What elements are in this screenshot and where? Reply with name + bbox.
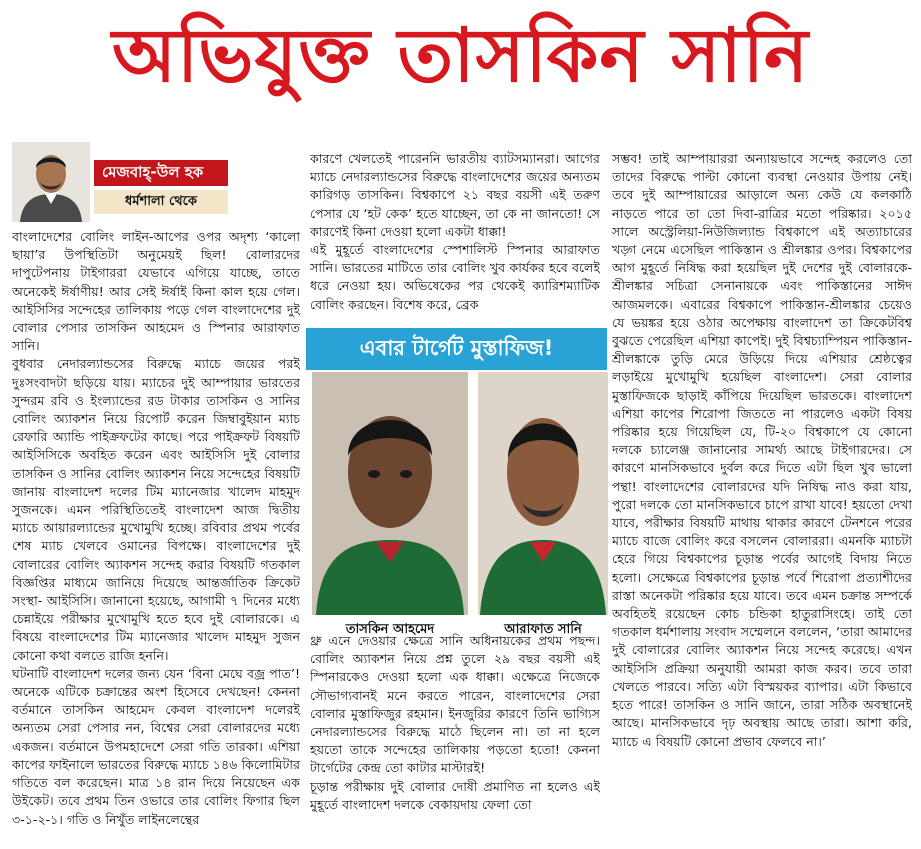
headline: অভিযুক্ত তাসকিন সানি — [111, 12, 810, 99]
paragraph: থ্রু এনে দেওয়ার ক্ষেত্রে সানি অধিনায়কের প্রথম পছন্দ। বোলিং অ্যাকশন নিয়ে প্রশ্ন তুলে ২৯ বছর বয়সী এই স্পিনারকেও দেওয়া হলো এক ধাক্কা। এক্ষেত্রে নিজেকে সৌভাগ্যবানই মনে করতে পারেন, বাংলাদেশের সেরা বোলার মুস্তাফিজুর রহমান। ইনজুরির কারণে তিনি ভাগ্যিস নেদারল্যান্ডসের বিরুদ্ধে মাঠে ছিলেন না। তা না হলে হয়তো তাকে সন্দেহের তালিকায় পড়তো হতো! কেননা টার্গেটের কেন্দ্র তো কাটার মাস্টারই! — [310, 633, 600, 776]
byline — [12, 142, 300, 224]
player-photo-taskin — [312, 372, 468, 615]
article-column-2-bottom — [310, 632, 600, 840]
article-column-2-top — [310, 150, 600, 326]
paragraph: বুধবার নেদারল্যান্ডসের বিরুদ্ধে ম্যাচে জয়ের পরই দুঃসংবাদটা ছড়িয়ে যায়। ম্যাচের দুই আম্পায়ার ভারতের সুন্দরম রবি ও ইংল্যান্ডের রড টাকার তাসকিন ও সানির বোলিং অ্যাকশন নিয়ে রিপোর্ট করেন জিম্বাবুইয়ান ম্যাচ রেফারি অ্যান্ডি পাইক্রফটের কাছে। পরে পাইক্রফট বিষয়টি আইসিসিকে অবহিত করেন এবং আইসিসি দুই বোলার তাসকিন ও সানির বোলিং অ্যাকশন নিয়ে সন্দেহের বিষয়টি জানায় বাংলাদেশ দলের টিম ম্যানেজার খালেদ মাহমুদ সুজনকে। এমন পরিস্থিতিতেই বাংলাদেশ আজ দ্বিতীয় ম্যাচে আয়ারল্যান্ডের মুখোমুখি হচ্ছে। রবিবার প্রথম পর্বের শেষ ম্যাচ খেলবে ওমানের বিপক্ষে। বাংলাদেশের দুই বোলারের বোলিং অ্যাকশন সন্দেহ করার বিষয়টি গতকাল বিজ্ঞপ্তির মাধ্যমে জানিয়ে দিয়েছে আন্তর্জাতিক ক্রিকেট সংস্থা- আইসিসি। জানানো হয়েছে, আগামী ৭ দিনের মধ্যে চেন্নাইয়ে পরীক্ষার মুখোমুখি হতে হবে দুই বোলারকে। এ বিষয়ে বাংলাদেশের টিম ম্যানেজার খালেদ মাহমুদ সুজন কোনো কথা বলতে রাজি হননি। — [12, 356, 300, 663]
paragraph: ঘটনাটি বাংলাদেশ দলের জন্য যেন ‘বিনা মেঘে বজ্র পাত’! অনেকে এটিকে চক্রান্তের অংশ হিসেবে দেখছেন! কেননা বর্তমানে তাসকিন আহমেদ কেবল বাংলাদেশ দলেরই অন্যতম সেরা পেসার নন, বিশ্বের সেরা বোলারদের মধ্যে একজন। বর্তমানে উপমহাদেশে সেরা গতি তারকা। এশিয়া কাপের ফাইনালে ভারতের বিরুদ্ধে ম্যাচে ১৪৬ কিলোমিটার গতিতে বল করেছেন। মাত্র ১৪ রান দিয়ে নিয়েছেন এক উইকেট। তবে প্রথম তিন ওভারে তার বোলিং ফিগার ছিল ৩-১-২-১। গতি ও নিখুঁত লাইনলেন্থের — [12, 665, 300, 827]
feature-box — [306, 328, 607, 637]
article-column-1 — [12, 228, 300, 840]
caption-arafat: আরাফাত সানি — [504, 622, 582, 637]
author-photo — [12, 142, 90, 222]
paragraph: বাংলাদেশের বোলিং লাইন-আপের ওপর অদৃশ্য ‘কালো ছায়া’র উপস্থিতিটা অনুমেয়ই ছিল! বোলারদের দাপুটেপনায় টাইগাররা যেভাবে এগিয়ে যাচ্ছে, তাতে অনেকেই ঈর্ষাণীয়! আর সেই ঈর্ষাই কিনা কাল হয়ে গেল। আইসিসির সন্দেহের তালিকায় পড়ে গেল বাংলাদেশের দুই বোলার পেসার তাসকিন আহমেদ ও স্পিনার আরাফাত সানি। — [12, 229, 300, 354]
paragraph: এই মুহূর্তে বাংলাদেশের স্পেশালিস্ট স্পিনার আরাফাত সানি। ভারতের মাটিতে তার বোলিং খুব কার্যকর হবে বলেই ধরে নেওয়া হয়। অভিষেকের পর থেকেই ক্যারিশম্যাটিক বোলিং করছেন। বিশেষ করে, ব্রেক — [310, 242, 600, 312]
caption-taskin: তাসকিন আহমেদ — [345, 622, 435, 637]
paragraph: চূড়ান্ত পরীক্ষায় দুই বোলার দোষী প্রমাণিত না হলেও এই মুহূর্তে বাংলাদেশ দলকে বেকায়দায় ফেলা তো — [310, 778, 600, 812]
dateline: ধর্মশালা থেকে — [94, 190, 228, 214]
paragraph: সম্ভব! তাই আম্পায়াররা অন্যায়ভাবে সন্দেহ করলেও তো তাদের বিরুদ্ধে পাল্টা কোনো ব্যবস্থা নেওয়ার উপায় নেই। তবে দুই আম্পায়ারের আড়ালে অন্য কেউ যে কলকাঠি নাড়তে পারে তা তো দিবা-রাত্রির মতো পরিষ্কার। ২০১৫ সালে অস্ট্রেলিয়া-নিউজিল্যান্ড বিশ্বকাপে এই অত্যাচারের খড়্গ নেমে এসেছিল পাকিস্তান ও শ্রীলঙ্কার ওপর। বিশ্বকাপের আগ মুহূর্তে নিষিদ্ধ করা হয়েছিল দুই দেশের দুই বোলারকে- শ্রীলঙ্কার সচিত্রা সেনানায়কে এবং পাকিস্তানের সাঈদ আজমলকে। এবারের বিশ্বকাপে পাকিস্তান-শ্রীলঙ্কার চেয়েও যে ভয়ঙ্কর হয়ে ওঠার অপেক্ষায় বাংলাদেশ তা ক্রিকেটবিশ্ব বুঝতে পেরেছিল এশিয়া কাপেই। দুই বিশ্বচ্যাম্পিয়ন পাকিস্তান-শ্রীলঙ্কাকে তুড়ি মেরে উড়িয়ে দিয়ে এশিয়ার শ্রেষ্ঠত্বের লড়াইয়ে মুখোমুখি হয়েছিল বাংলাদেশ। সেরা বোলার মুস্তাফিজকে ছাড়াই কাঁপিয়ে দিয়েছিল ভারতকে। বাংলাদেশ এশিয়া কাপের শিরোপা জিততে না পারলেও একটা বিষয় পরিষ্কার হয়ে গিয়েছিল যে, টি-২০ বিশ্বকাপে যে কোনো দলকে চ্যালেঞ্জ জানানোর সামর্থ্য আছে টাইগারদের। সে কারণে মানসিকভাবে দুর্বল করে দিতে এটা ছিল খুব ভালো পন্থা! বাংলাদেশের বোলারদের যদি নিষিদ্ধ নাও করা যায়, পুরো দলকে তো মানসিকভাবে চাপে রাখা যাবে! হয়তো দেখা যাবে, পরীক্ষার বিষয়টি মাথায় থাকার কারণে টেনশনে পরের ম্যাচে বাজে বোলিং করে বসলেন বোলাররা। এমনকি ম্যাচটা হেরে গিয়ে বিশ্বকাপের চূড়ান্ত পর্বের আগেই বিদায় নিতে হলো। সেক্ষেত্রে বিশ্বকাপের চূড়ান্ত পর্বে শিরোপা প্রত্যাশীদের রাস্তা অনেকটা পরিষ্কার হয়ে যাবে। তবে এমন চক্রান্ত সম্পর্কে অবহিতই রয়েছেন কোচ চন্ডিকা হাতুরাসিংহে। তাই তো গতকাল ধর্মশালায় সংবাদ সম্মেলনে বললেন, ‘তারা আমাদের দুই বোলারের বোলিং অ্যাকশন নিয়ে সন্দেহ করেছে। এখন আইসিসি প্রক্রিয়া অনুযায়ী আমরা কাজ করব। তবে তারা খেলতে পারবে। সত্যি এটা বিস্ময়কর ব্যাপার। এটা কিভাবে হতে পারে! তাসকিন ও সানি জানে, তারা সঠিক অবস্থানেই আছে। মানসিকভাবে দৃঢ় অবস্থায় আছে তারা। আশা করি, ম্যাচে এ বিষয়টি কোনো প্রভাব ফেলবে না।’ — [612, 151, 912, 749]
author-name: মেজবাহ্-উল হক — [94, 160, 228, 186]
article-column-3 — [612, 150, 912, 840]
paragraph: কারণে খেলতেই পারেননি ভারতীয় ব্যাটসম্যানরা। আগের ম্যাচে নেদারল্যান্ডসের বিরুদ্ধে বাংলাদেশের জয়ের অন্যতম কারিগড় তাসকিন। বিশ্বকাপে ২১ বছর বয়সী এই তরুণ পেসার যে ‘হট কেক’ হতে যাচ্ছেন, তা কে না জানতো! সে কারণেই কিনা দেওয়া হলো একটা ধাক্কা! — [310, 151, 600, 239]
player-photo-arafat — [478, 372, 608, 615]
feature-banner: এবার টার্গেট মুস্তাফিজ! — [306, 328, 607, 370]
